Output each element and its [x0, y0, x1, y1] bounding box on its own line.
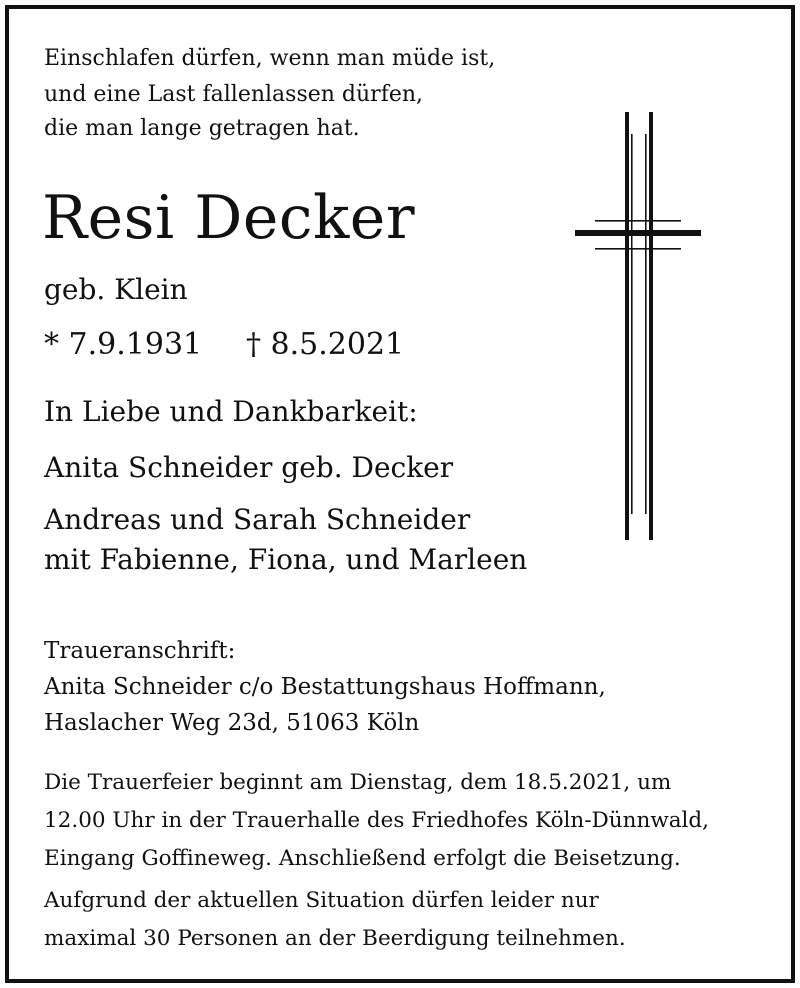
address-line-1: Anita Schneider c/o Bestattungshaus Hoffmann, [44, 674, 606, 700]
deceased-name: Resi Decker [42, 183, 415, 253]
address-heading: Traueranschrift: [44, 638, 236, 664]
address-line-2: Haslacher Weg 23d, 51063 Köln [44, 710, 420, 736]
birth-name: geb. Klein [44, 273, 188, 306]
notice-line-2: maximal 30 Personen an der Beerdigung teilnehmen. [44, 926, 626, 951]
notice-line-1: Aufgrund der aktuellen Situation dürfen leider nur [44, 888, 599, 913]
poem-line-1: Einschlafen dürfen, wenn man müde ist, [44, 46, 496, 71]
poem-line-3: die man lange getragen hat. [44, 116, 360, 141]
dedication: In Liebe und Dankbarkeit: [44, 395, 418, 428]
family-line-1: Anita Schneider geb. Decker [44, 451, 454, 484]
family-line-3: mit Fabienne, Fiona, und Marleen [44, 543, 528, 576]
ceremony-line-1: Die Trauerfeier beginnt am Dienstag, dem 18.5.2021, um [44, 770, 672, 795]
ceremony-line-2: 12.00 Uhr in der Trauerhalle des Friedhofes Köln-Dünnwald, [44, 808, 710, 833]
ceremony-line-3: Eingang Goffineweg. Anschließend erfolgt die Beisetzung. [44, 846, 681, 871]
birth-date: * 7.9.1931 [44, 327, 203, 362]
death-date: † 8.5.2021 [246, 327, 405, 362]
family-line-2: Andreas und Sarah Schneider [44, 503, 471, 536]
cross-icon [575, 112, 701, 540]
poem-line-2: und eine Last fallenlassen dürfen, [44, 82, 424, 107]
